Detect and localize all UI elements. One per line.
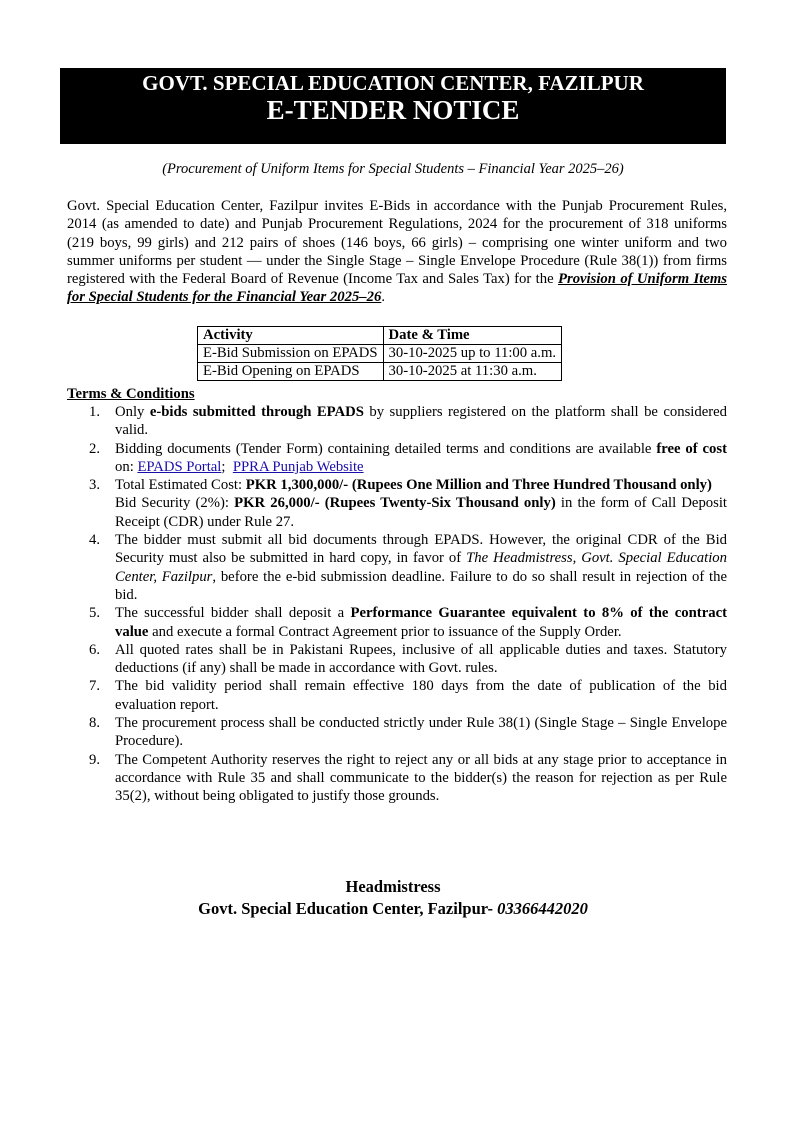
term-number: 1.	[89, 404, 101, 420]
estimated-cost: PKR 1,300,000/- (Rupees One Million and Three Hundred Thousand only)	[245, 477, 712, 494]
header-banner	[60, 68, 726, 144]
term-text: The procurement process shall be conducted strictly under Rule 38(1) (Single Stage – Single Envelope Procedure).	[115, 715, 727, 750]
term-text: , before the e-bid submission deadline. Failure to do so shall result in rejection of the bid.	[115, 568, 727, 603]
link-separator: ;	[221, 458, 233, 475]
epads-portal-link[interactable]: EPADS Portal	[137, 458, 222, 475]
term-item	[67, 677, 727, 714]
intro-end: .	[381, 289, 385, 306]
term-text: and execute a formal Contract Agreement prior to issuance of the Supply Order.	[148, 623, 622, 640]
notice-title: E-TENDER NOTICE	[266, 95, 520, 125]
signature-org-name: Govt. Special Education Center, Fazilpur-	[198, 899, 498, 918]
term-number: 3.	[89, 477, 101, 494]
term-text: All quoted rates shall be in Pakistani Rupees, inclusive of all applicable duties and taxes. Statutory deductions (if any) shall be made in accordance with Govt. rules.	[115, 641, 727, 677]
term-number: 5.	[89, 605, 101, 622]
signature-title: Headmistress	[345, 877, 441, 896]
term-bold: Performance Guarantee equivalent to 8% of the contract value	[115, 605, 727, 640]
notice-subtitle: (Procurement of Uniform Items for Special Students – Financial Year 2025–26)	[162, 161, 624, 177]
term-number: 2.	[89, 440, 101, 457]
term-item	[67, 440, 727, 477]
term-item	[67, 641, 727, 678]
term-text: on:	[115, 458, 138, 475]
term-item	[67, 604, 727, 641]
term-text: Bidding documents (Tender Form) containing detailed terms and conditions are available	[115, 440, 657, 457]
term-number: 8.	[89, 715, 101, 732]
term-text: Bid Security (2%):	[115, 495, 235, 512]
term-text: in the form of Call Deposit Receipt (CDR) under Rule 27.	[115, 495, 728, 530]
intro-title-emphasis: Provision of Uniform Items for Special Students for the Financial Year 2025–26	[67, 271, 727, 306]
term-text: Only	[115, 404, 150, 420]
term-item	[67, 403, 727, 440]
term-item	[67, 531, 727, 604]
term-item	[67, 714, 727, 751]
intro-paragraph	[67, 197, 727, 307]
institution-name: GOVT. SPECIAL EDUCATION CENTER, FAZILPUR	[142, 71, 644, 95]
term-number: 9.	[89, 751, 101, 768]
term-text: The successful bidder shall deposit a	[115, 605, 351, 622]
schedule-header-row	[198, 327, 562, 345]
terms-heading: Terms & Conditions	[67, 386, 195, 402]
activity-cell: E-Bid Submission on EPADS	[198, 345, 384, 363]
term-number: 6.	[89, 641, 101, 658]
term-number: 7.	[89, 678, 101, 695]
term-bold: e-bids submitted through EPADS	[149, 404, 364, 420]
term-italic: The Headmistress, Govt. Special Education Center, Fazilpur	[115, 550, 727, 585]
signature-org	[60, 898, 726, 920]
term-text: Total Estimated Cost:	[115, 477, 246, 494]
ppra-punjab-website-link[interactable]: PPRA Punjab Website	[232, 458, 364, 475]
activity-cell: E-Bid Opening on EPADS	[198, 363, 384, 381]
table-row	[198, 363, 562, 381]
signature-phone: 03366442020	[497, 899, 588, 918]
term-text: The bid validity period shall remain effective 180 days from the date of publication of the bid evaluation report.	[115, 678, 727, 713]
term-item	[67, 476, 727, 531]
term-text: by suppliers registered on the platform shall be considered valid.	[115, 404, 728, 439]
datetime-cell: 30-10-2025 at 11:30 a.m.	[383, 363, 562, 381]
term-text: The bidder must submit all bid documents through EPADS. However, the original CDR of the Bid Security must also be submitted in hard copy, in favor of	[115, 532, 727, 567]
term-text: The Competent Authority reserves the right to reject any or all bids at any stage prior to acceptance in accordance with Rule 35 and shall communicate to the bidder(s) the reason for rejection as per Rule 35(2), without being obligated to justify those grounds.	[115, 751, 727, 805]
datetime-cell: 30-10-2025 up to 11:00 a.m.	[383, 345, 562, 363]
terms-list	[67, 403, 727, 806]
table-row	[198, 345, 562, 363]
schedule-table	[197, 326, 562, 381]
intro-text: Govt. Special Education Center, Fazilpur invites E-Bids in accordance with the Punjab Procurement Rules, 2014 (as amended to date) and Punjab Procurement Regulations, 2024 for the procurement of 318 uniforms (219 boys, 99 girls) and 212 pairs of shoes (146 boys, 66 girls) – comprising one winter uniform and two summer uniforms per student — under the Single Stage – Single Envelope Procedure (Rule 38(1)) from firms registered with the Federal Board of Revenue (Income Tax and Sales Tax) for the	[67, 198, 727, 288]
term-number: 4.	[89, 532, 101, 549]
term-item	[67, 751, 727, 806]
bid-security-amount: PKR 26,000/- (Rupees Twenty-Six Thousand only)	[234, 495, 556, 512]
term-bold: free of cost	[656, 440, 728, 457]
column-header: Date & Time	[383, 327, 562, 345]
column-header: Activity	[198, 327, 384, 345]
